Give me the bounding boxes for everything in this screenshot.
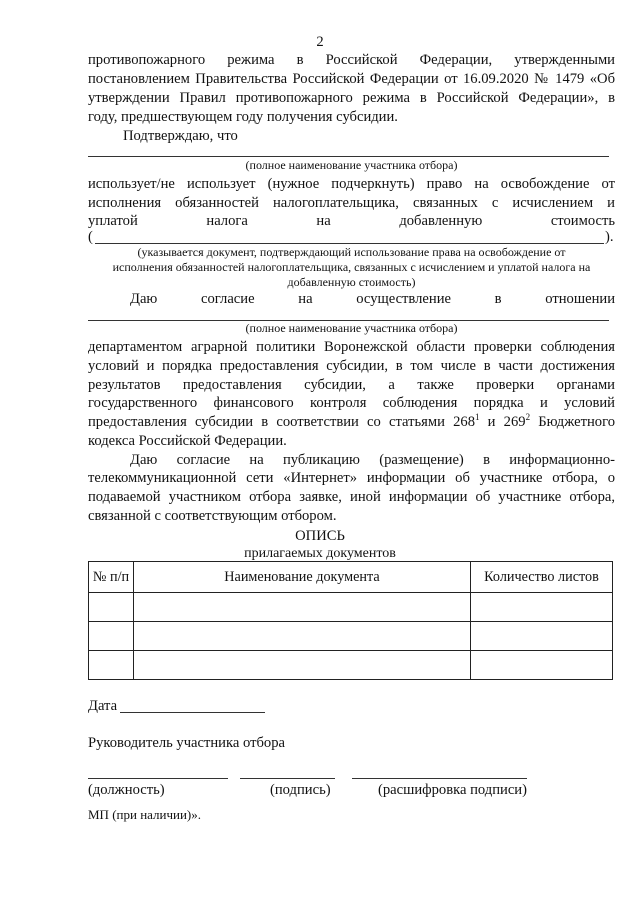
table-cell[interactable] bbox=[134, 593, 471, 622]
header-sheet-count: Количество листов bbox=[471, 562, 613, 593]
signature-decode-caption: (расшифровка подписи) bbox=[378, 782, 527, 798]
head-label: Руководитель участника отбора bbox=[88, 735, 285, 751]
superscript-2: 2 bbox=[525, 412, 531, 423]
document-line[interactable] bbox=[95, 243, 604, 244]
inventory-subtitle: прилагаемых документов bbox=[244, 546, 396, 561]
vat-paragraph-line-2: исполнения обязанностей налогоплательщика, связанных с исчислением и bbox=[88, 195, 615, 211]
superscript-1: 1 bbox=[475, 412, 480, 423]
header-number: № п/п bbox=[89, 562, 134, 593]
vat-paragraph-line-1: использует/не использует (нужное подчеркнуть) право на освобождение от bbox=[88, 176, 615, 192]
position-line[interactable] bbox=[88, 778, 228, 779]
participant-caption-2: (полное наименование участника отбора) bbox=[245, 321, 458, 335]
document-caption-line-2: исполнения обязанностей налогоплательщика, связанных с исчислением и уплатой налога на bbox=[112, 260, 591, 274]
table-header-row bbox=[89, 562, 613, 593]
position-caption: (должность) bbox=[88, 782, 165, 798]
table-cell[interactable] bbox=[89, 651, 134, 680]
publication-line-2: телекоммуникационной сети «Интернет» информации об участнике отбора, о bbox=[88, 470, 615, 486]
open-paren: ( bbox=[88, 229, 93, 245]
participant-caption: (полное наименование участника отбора) bbox=[245, 158, 458, 172]
table-row bbox=[89, 622, 613, 651]
top-paragraph-line-3: утверждении Правил противопожарного режима в Российской Федерации», в bbox=[88, 90, 615, 106]
date-label: Дата bbox=[88, 698, 118, 714]
confirm-text: Подтверждаю, что bbox=[123, 128, 238, 144]
participant-name-line[interactable] bbox=[88, 156, 609, 157]
check-paragraph-line-6: кодекса Российской Федерации. bbox=[88, 433, 287, 449]
table-cell[interactable] bbox=[471, 622, 613, 651]
table-row bbox=[89, 651, 613, 680]
close-paren: ). bbox=[605, 229, 614, 245]
page-number: 2 bbox=[316, 34, 324, 50]
stamp-note: МП (при наличии)». bbox=[88, 807, 202, 822]
date-line[interactable] bbox=[120, 712, 265, 713]
publication-line-3: подаваемой участником отбора заявке, иной информации об участнике отбора, bbox=[88, 489, 615, 505]
check-paragraph-line-3: результатов предоставления субсидии, а также проверки органами bbox=[88, 377, 615, 393]
table-row bbox=[89, 593, 613, 622]
table-cell[interactable] bbox=[471, 651, 613, 680]
signature-line[interactable] bbox=[240, 778, 335, 779]
publication-line-1: Даю согласие на публикацию (размещение) в информационно- bbox=[130, 452, 615, 468]
inventory-title: ОПИСЬ bbox=[295, 528, 345, 544]
check-paragraph-line-4: государственного финансового контроля соблюдения порядка и условий bbox=[88, 395, 615, 411]
table-cell[interactable] bbox=[134, 622, 471, 651]
document-caption-line-1: (указывается документ, подтверждающий использование права на освобождение от bbox=[137, 245, 566, 259]
table-cell[interactable] bbox=[89, 622, 134, 651]
check-paragraph-line-5: предоставления субсидии в соответствии со статьями $268^1$ и $269^2$ Бюджетного bbox=[88, 412, 616, 430]
vat-paragraph-line-3: уплатой налога на добавленную стоимость bbox=[88, 213, 615, 229]
signature-caption: (подпись) bbox=[270, 782, 331, 798]
top-paragraph-line-2: постановлением Правительства Российской Федерации от 16.09.2020 № 1479 «Об bbox=[88, 71, 615, 87]
table-cell[interactable] bbox=[471, 593, 613, 622]
top-paragraph-line-1: противопожарного режима в Российской Федерации, утвержденными bbox=[88, 52, 615, 68]
consent-start: Даю согласие на осуществление в отношении bbox=[130, 291, 615, 307]
document-caption-line-3: добавленную стоимость) bbox=[287, 275, 416, 289]
check-paragraph-line-1: департаментом аграрной политики Воронежской области проверки соблюдения bbox=[88, 339, 615, 355]
check-paragraph-line-2: условий и порядка предоставления субсидии, в том числе в части достижения bbox=[88, 358, 615, 374]
inventory-table bbox=[88, 561, 613, 680]
top-paragraph-line-4: году, предшествующем году получения субсидии. bbox=[88, 109, 398, 125]
header-document-name: Наименование документа bbox=[134, 562, 471, 593]
signature-decode-line[interactable] bbox=[352, 778, 527, 779]
table-cell[interactable] bbox=[134, 651, 471, 680]
publication-line-4: связанной с соответствующим отбором. bbox=[88, 508, 337, 524]
table-cell[interactable] bbox=[89, 593, 134, 622]
